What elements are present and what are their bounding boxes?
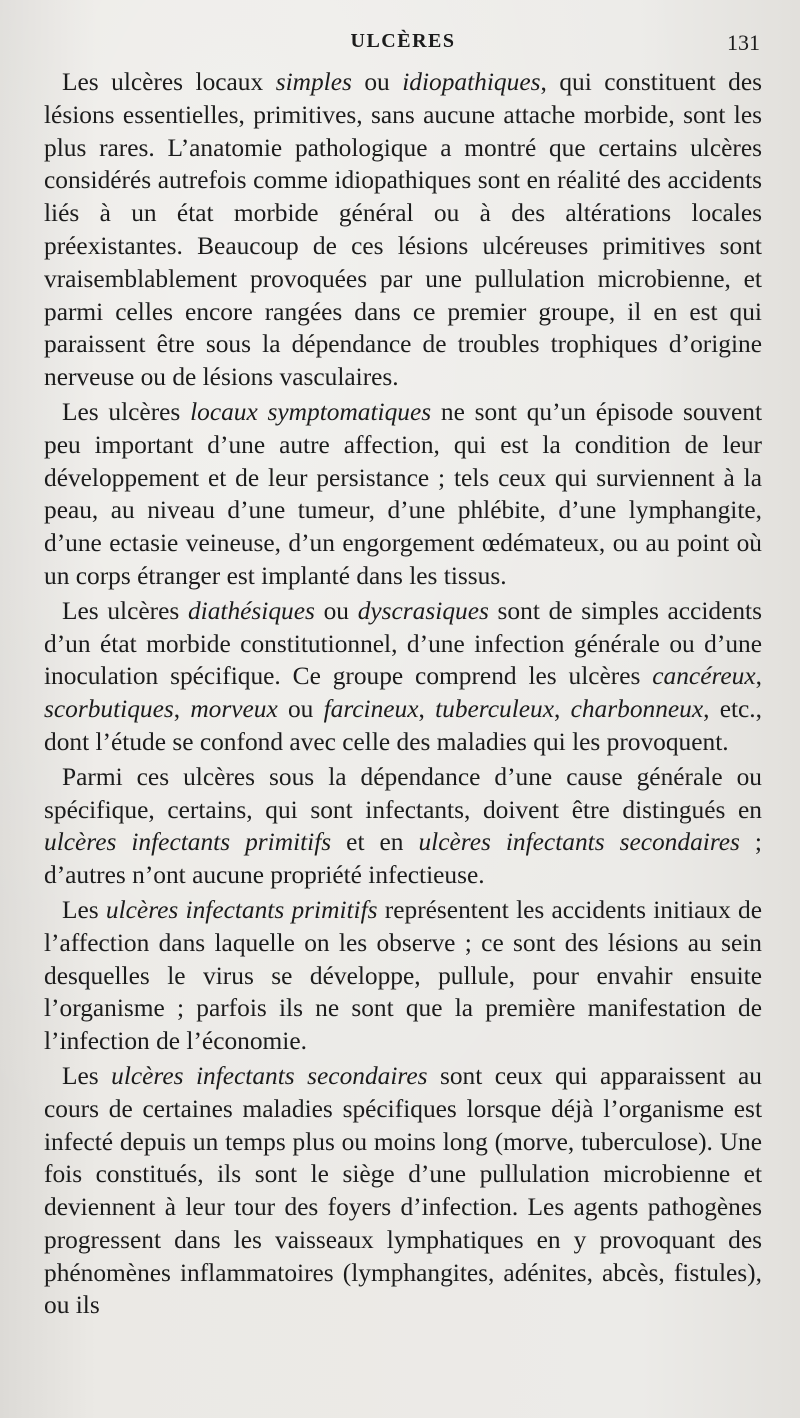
italic-text: ulcères infectants secondaires [418, 828, 740, 857]
page-number: 131 [727, 30, 760, 55]
text-run: Parmi ces ulcères sous la dépendance d’une cause générale ou spécifique, certains, qui sont infectants, doivent être distingués en [44, 762, 762, 824]
text-run: Les [62, 1061, 112, 1090]
text-run: , [755, 662, 762, 691]
text-run: Les [62, 895, 106, 924]
paragraph [44, 894, 762, 1058]
text-run: ou [277, 695, 324, 724]
italic-text: locaux symptomatiques [190, 397, 432, 426]
text-run: Les ulcères locaux [62, 68, 276, 96]
text-run: Les ulcères [62, 397, 191, 426]
text-run: Les ulcères [62, 596, 188, 625]
italic-text: idiopathiques [402, 68, 541, 96]
paragraph [44, 1060, 762, 1322]
running-title: ULCÈRES [350, 30, 456, 52]
text-run: et en [331, 828, 419, 857]
italic-text: farcineux [323, 695, 419, 724]
text-run: représentent les accidents initiaux de l’affection dans laquelle on les observe ; ce sont des lésions au sein desquelles le virus se développe, pullule, pour envahir ensuite l’organisme ; parfois ils ne sont que la première manifestation de l’infection de l’économie. [44, 895, 762, 1056]
text-run: , qui constituent des lésions essentielles, primitives, sans aucune attache morbide, sont les plus rares. L’anatomie pathologique a montré que certains ulcères considérés autrefois comme idiopathiques sont en réalité des accidents liés à un état morbide général ou à des altérations locales préexistantes. Beaucoup de ces lésions ulcéreuses primitives sont vraisemblablement provoquées par une pullulation microbienne, et parmi celles encore rangées dans ce premier groupe, il en est qui paraissent être sous la dépendance de troubles trophiques d’origine nerveuse ou de lésions vasculaires. [44, 68, 762, 392]
text-run: ou [351, 68, 403, 96]
italic-text: scorbutiques [44, 695, 174, 724]
text-run: sont ceux qui apparaissent au cours de certaines maladies spécifiques lorsque déjà l’organisme est infecté depuis un temps plus ou moins long (morve, tuberculose). Une fois constitués, ils sont le siège d’une pullulation microbienne et deviennent à leur tour des foyers d’infection. Les agents pathogènes progressent dans les vaisseaux lymphatiques en y provoquant des phénomènes inflammatoires (lymphangites, adénites, abcès, fistules), ou ils [44, 1061, 762, 1320]
paragraph [44, 396, 762, 593]
text-run: , [418, 695, 436, 724]
italic-text: simples [275, 68, 352, 96]
paragraph [44, 595, 762, 759]
text-run: ne sont qu’un épisode souvent peu important d’une autre affection, qui est la condition de leur développement et de leur persistance ; tels ceux qui surviennent à la peau, au niveau d’une tumeur, d’une phlébite, d’une lymphangite, d’une ectasie veineuse, d’un engorgement œdémateux, ou au point où un corps étranger est implanté dans les tissus. [44, 397, 763, 590]
italic-text: charbonneux [570, 695, 704, 724]
italic-text: diathésiques [187, 596, 315, 625]
text-run: ou [314, 596, 358, 625]
italic-text: cancéreux [652, 662, 756, 691]
italic-text: tuberculeux [435, 695, 555, 724]
paragraph [44, 761, 762, 892]
text-run: ; d’autres n’ont aucune propriété infectieuse. [44, 828, 762, 890]
italic-text: ulcères infectants secondaires [111, 1061, 428, 1090]
text-run: sont de simples accidents d’un état morbide constitutionnel, d’une infection générale ou d’une inoculation spécifique. Ce groupe comprend les ulcères [44, 596, 762, 691]
italic-text: dyscrasiques [357, 596, 489, 625]
text-run: , [554, 695, 571, 724]
text-run: , etc., dont l’étude se confond avec celle des maladies qui les provoquent. [44, 695, 762, 756]
paragraph [44, 66, 762, 394]
text-run: , [173, 695, 191, 724]
italic-text: ulcères infectants primitifs [105, 895, 378, 924]
body-text [44, 66, 762, 1324]
running-head [44, 30, 762, 60]
italic-text: ulcères infectants primitifs [44, 828, 332, 857]
italic-text: morveux [190, 695, 278, 724]
